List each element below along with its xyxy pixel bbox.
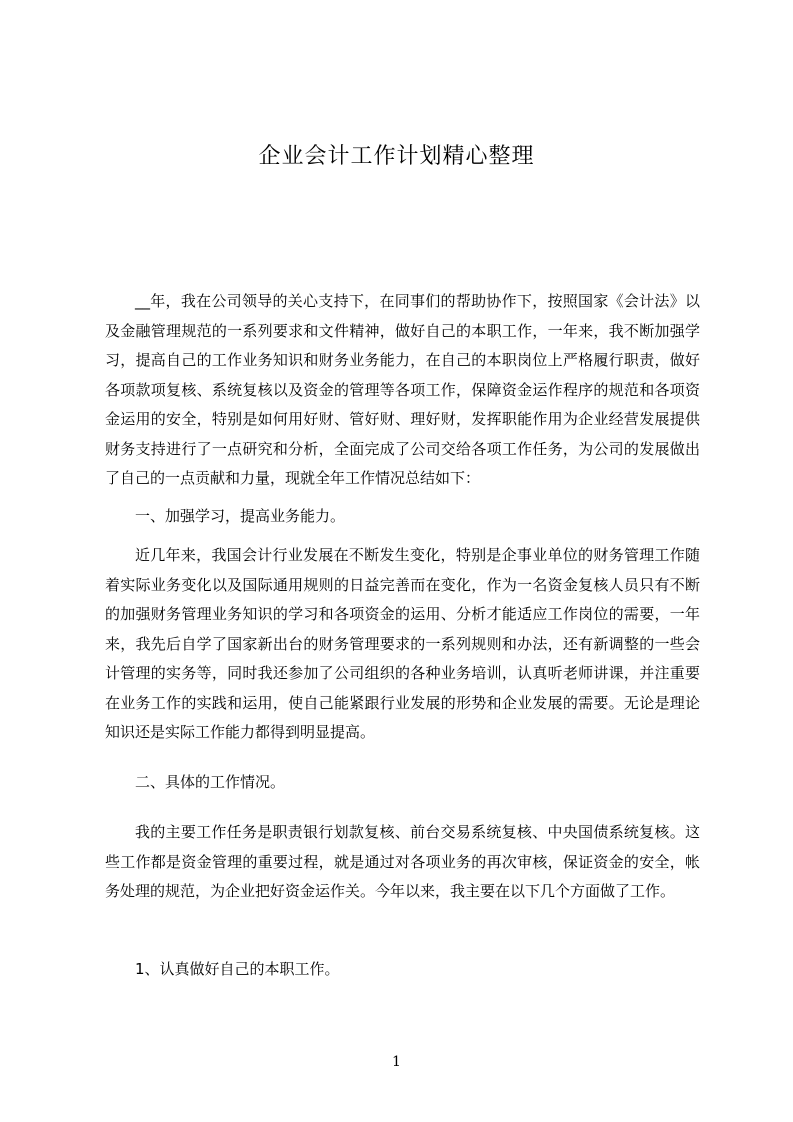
section-1-heading: 一、加强学习，提高业务能力。 <box>135 507 346 525</box>
subsection-1-heading: 1、认真做好自己的本职工作。 <box>135 960 340 978</box>
page-number: 1 <box>392 1054 401 1070</box>
intro-paragraph: __年，我在公司领导的关心支持下，在同事们的帮助协作下，按照国家《会计法》以及金融管理规范的一系列要求和文件精神，做好自己的本职工作，一年来，我不断加强学习，提高自己的工作业务知识和财务业务能力，在自己的本职岗位上严格履行职责，做好各项款项复核、系统复核以及资金的管理等各项工作，保障资金运作程序的规范和各项资金运用的安全，特别是如何用好财、管好财、理好财，发挥职能作用为企业经营发展提供财务支持进行了一点研究和分析，全面完成了公司交给各项工作任务，为公司的发展做出了自己的一点贡献和力量，现就全年工作情况总结如下： <box>105 292 700 487</box>
section-2-heading: 二、具体的工作情况。 <box>135 773 286 791</box>
document-title: 企业会计工作计划精心整理 <box>258 144 535 169</box>
section-2-paragraph: 我的主要工作任务是职责银行划款复核、前台交易系统复核、中央国债系统复核。这些工作都是资金管理的重要过程，就是通过对各项业务的再次审核，保证资金的安全，帐务处理的规范，为企业把好资金运作关。今年以来，我主要在以下几个方面做了工作。 <box>105 823 700 900</box>
section-1-paragraph: 近几年来，我国会计行业发展在不断发生变化，特别是企事业单位的财务管理工作随着实际业务变化以及国际通用规则的日益完善而在变化，作为一名资金复核人员只有不断的加强财务管理业务知识的学习和各项资金的运用、分析才能适应工作岗位的需要，一年来，我先后自学了国家新出台的财务管理要求的一系列规则和办法，还有新调整的一些会计管理的实务等，同时我还参加了公司组织的各种业务培训，认真听老师讲课，并注重要在业务工作的实践和运用，使自己能紧跟行业发展的形势和企业发展的需要。无论是理论知识还是实际工作能力都得到明显提高。 <box>105 546 700 741</box>
